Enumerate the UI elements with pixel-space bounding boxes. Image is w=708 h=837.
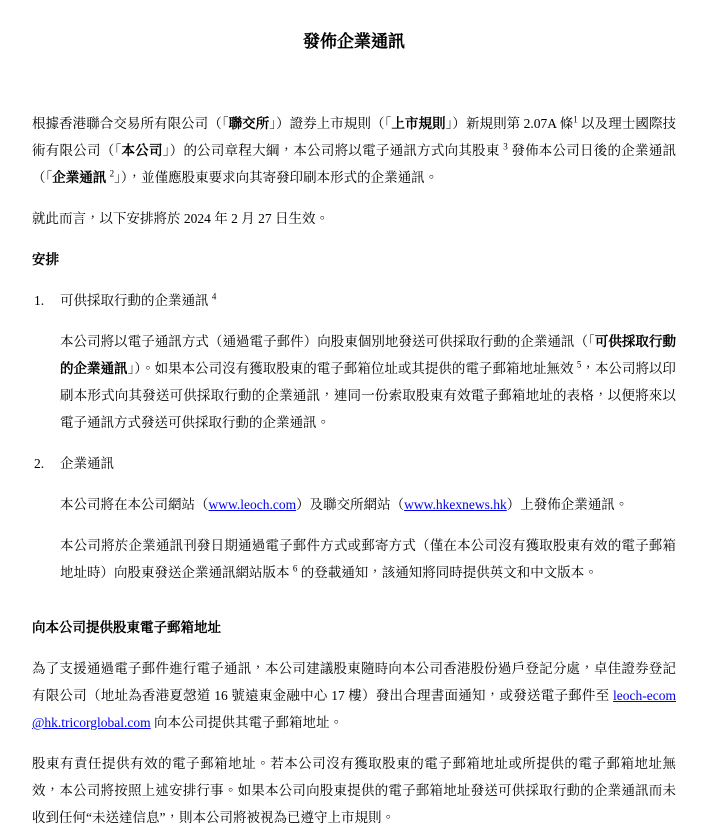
text-segment: 聯交所 xyxy=(228,116,270,131)
text-segment: 本公司將以電子通訊方式（通過電子郵件）向股東個別地發送可供採取行動的企業通訊（「 xyxy=(60,334,595,349)
text-segment: 」）新規則第 2.07A 條 xyxy=(445,116,574,131)
provide-email-paragraph xyxy=(32,655,676,736)
text-segment: 本公司將於企業通訊刊發日期通過電子郵件方式或郵寄方式（僅在本公司沒有獲取股東有效的電子郵箱地址時）向股東發送企業通訊網站版本 xyxy=(60,538,676,580)
text-segment: 本公司將在本公司網站（ xyxy=(60,497,209,512)
text-segment: ）上發佈企業通訊。 xyxy=(506,497,629,512)
list-item-actionable-communications xyxy=(32,287,676,436)
text-segment: 股東有責任提供有效的電子郵箱地址。若本公司沒有獲取股東的電子郵箱地址或所提供的電子郵箱地址無效，本公司將按照上述安排行事。如果本公司向股東提供的電子郵箱地址發送可供採取行動的企業通訊而未收到任何“未送達信息”，則本公司將被視為已遵守上市規則。 xyxy=(32,756,676,825)
provide-email-heading: 向本公司提供股東電子郵箱地址 xyxy=(32,620,221,635)
list-item-number: 2. xyxy=(34,456,45,471)
text-segment: 的登載通知，該通知將同時提供英文和中文版本。 xyxy=(297,565,598,580)
text-segment: 」）的公司章程大綱，本公司將以電子通訊方式向其股東 xyxy=(162,143,504,158)
text-segment: 」），並僅應股東要求向其寄發印刷本形式的企業通訊。 xyxy=(114,170,439,185)
list-item-paragraph xyxy=(60,532,676,586)
shareholder-email-link[interactable]: leoch-ecom@hk.tricorglobal.com xyxy=(32,688,676,730)
text-segment: 根據香港聯合交易所有限公司（「 xyxy=(32,116,229,131)
list-item-paragraph xyxy=(60,491,676,518)
document-title: 發佈企業通訊 xyxy=(303,32,405,51)
footnote-ref: 1 xyxy=(573,114,578,125)
text-segment: 為了支援通過電子郵件進行電子通訊，本公司建議股東隨時向本公司香港股份過戶登記分處，卓佳證券登記有限公司（地址為香港夏愨道 16 號遠東金融中心 17 樓）發出合理書面通知，或發送電子郵件至 xyxy=(32,661,676,703)
footnote-ref: 2 xyxy=(109,168,115,179)
list-item-number: 1. xyxy=(34,293,45,308)
text-segment: 向本公司提供其電子郵箱地址。 xyxy=(150,715,344,730)
text-segment: 企業通訊 xyxy=(52,170,107,185)
text-segment: 」）證券上市規則（「 xyxy=(269,116,392,131)
footnote-ref: 5 xyxy=(576,359,582,370)
footnote-ref: 3 xyxy=(503,141,508,152)
text-segment: 本公司 xyxy=(121,143,163,158)
footnote-ref: 6 xyxy=(292,563,298,574)
list-item-corporate-communications xyxy=(32,450,676,586)
text-segment: ，本公司將以印刷本形式向其發送可供採取行動的企業通訊，連同一份索取股東有效電子郵箱地址的表格，以便將來以電子通訊方式發送可供採取行動的企業通訊。 xyxy=(60,361,677,430)
arrangements-heading: 安排 xyxy=(32,252,59,267)
text-segment: 」）。如果本公司沒有獲取股東的電子郵箱位址或其提供的電子郵箱地址無效 xyxy=(127,361,577,376)
footnote-ref: 4 xyxy=(211,291,217,302)
list-item-heading xyxy=(60,450,676,477)
text-segment: 發佈本公司日後的企業通訊（「 xyxy=(32,143,677,185)
text-segment: ）及聯交所網站（ xyxy=(296,497,405,512)
text-segment: 可供採取行動的企業通訊 xyxy=(60,334,677,376)
email-responsibility-paragraph xyxy=(32,750,676,831)
list-item-paragraph xyxy=(60,328,676,436)
text-segment: 以及理士國際技術有限公司（「 xyxy=(32,116,677,158)
leoch-website-link[interactable]: www.leoch.com xyxy=(208,497,297,512)
text-segment: 可供採取行動的企業通訊 xyxy=(60,293,212,308)
hkexnews-website-link[interactable]: www.hkexnews.hk xyxy=(404,497,507,512)
intro-paragraph xyxy=(32,110,676,191)
text-segment: 上市規則 xyxy=(391,116,446,131)
effective-date-paragraph: 就此而言，以下安排將於 2024 年 2 月 27 日生效。 xyxy=(32,211,329,226)
list-item-heading xyxy=(60,287,676,314)
text-segment: 企業通訊 xyxy=(60,456,114,471)
